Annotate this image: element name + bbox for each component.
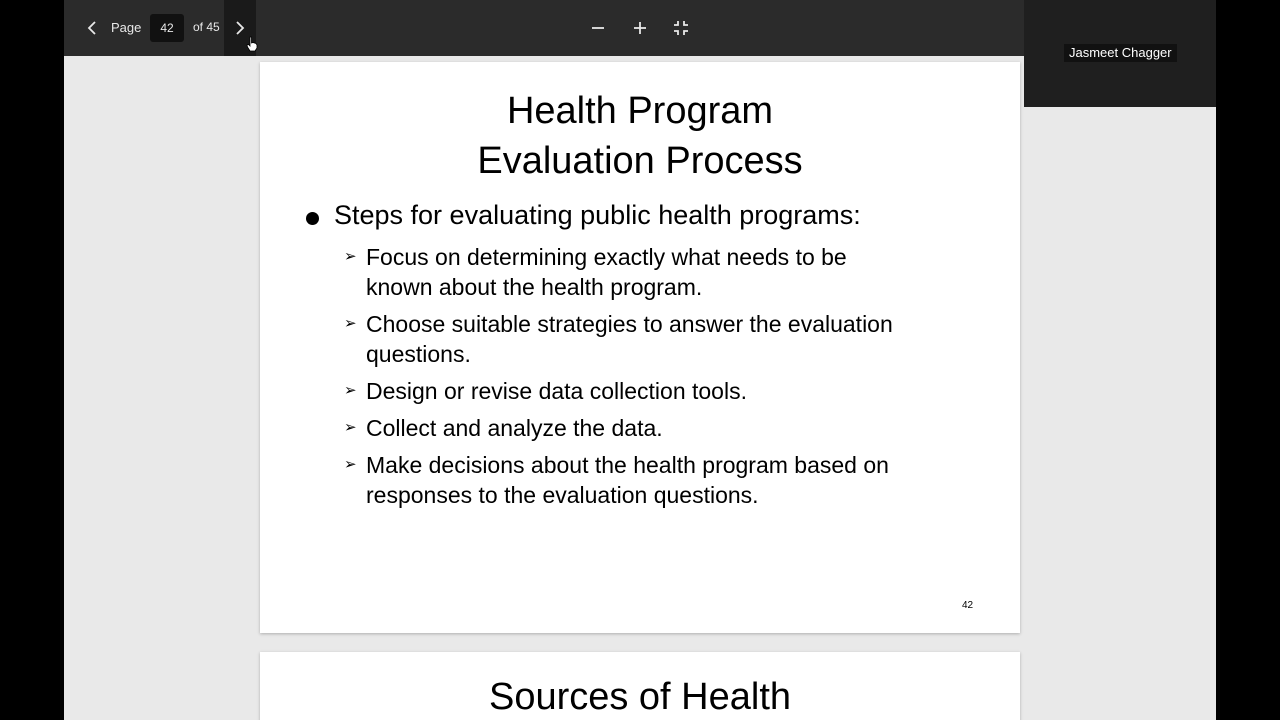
page-number-input[interactable]: [150, 14, 184, 42]
sub-bullet-line: responses to the evaluation questions.: [366, 482, 759, 508]
previous-page-button[interactable]: [76, 12, 108, 44]
slide-title-line: Evaluation Process: [477, 140, 803, 182]
sub-bullet-item: [344, 376, 964, 406]
arrow-bullet-icon: ➢: [344, 315, 357, 332]
sub-bullet-item: [344, 309, 964, 369]
sub-bullet-list: [344, 242, 964, 517]
plus-icon: [632, 20, 648, 36]
sub-bullet-item: [344, 242, 964, 302]
arrow-bullet-icon: ➢: [344, 456, 357, 473]
exit-fullscreen-icon: [673, 20, 689, 36]
next-page-button[interactable]: [224, 0, 256, 56]
sub-bullet-line: questions.: [366, 341, 471, 367]
exit-fullscreen-button[interactable]: [667, 14, 695, 42]
main-bullet-text: Steps for evaluating public health programs:: [334, 200, 861, 230]
slide-page: [260, 652, 1020, 720]
arrow-bullet-icon: ➢: [344, 419, 357, 436]
sub-bullet-line: Collect and analyze the data.: [366, 415, 663, 441]
sub-bullet-item: [344, 450, 964, 510]
page-label: Page: [111, 20, 142, 35]
pdf-viewer: [64, 0, 1024, 720]
sub-bullet-item: [344, 413, 964, 443]
zoom-in-button[interactable]: [626, 14, 654, 42]
slide-title-line: Health Program: [506, 90, 774, 132]
main-bullet: [306, 200, 861, 231]
zoom-out-button[interactable]: [584, 14, 612, 42]
participant-video-tile[interactable]: [1024, 0, 1216, 107]
sub-bullet-line: Choose suitable strategies to answer the evaluation: [366, 311, 893, 337]
page-count-label: of 45: [193, 20, 220, 34]
slide-number: 42: [962, 600, 974, 611]
sub-bullet-line: Focus on determining exactly what needs to be: [366, 244, 847, 270]
arrow-bullet-icon: ➢: [344, 248, 357, 265]
slide-page: [260, 62, 1020, 633]
viewer-toolbar: [64, 0, 1024, 56]
minus-icon: [590, 20, 606, 36]
sub-bullet-line: known about the health program.: [366, 274, 703, 300]
chevron-left-icon: [85, 20, 99, 36]
arrow-bullet-icon: ➢: [344, 382, 357, 399]
sub-bullet-line: Design or revise data collection tools.: [366, 378, 747, 404]
bullet-dot-icon: [306, 212, 319, 225]
sub-bullet-line: Make decisions about the health program based on: [366, 452, 889, 478]
slide-title: [260, 86, 1020, 186]
slide-title: Sources of Health: [488, 676, 792, 718]
chevron-right-icon: [233, 20, 247, 36]
participant-name: Jasmeet Chagger: [1064, 44, 1177, 62]
participants-panel: [1024, 0, 1216, 720]
